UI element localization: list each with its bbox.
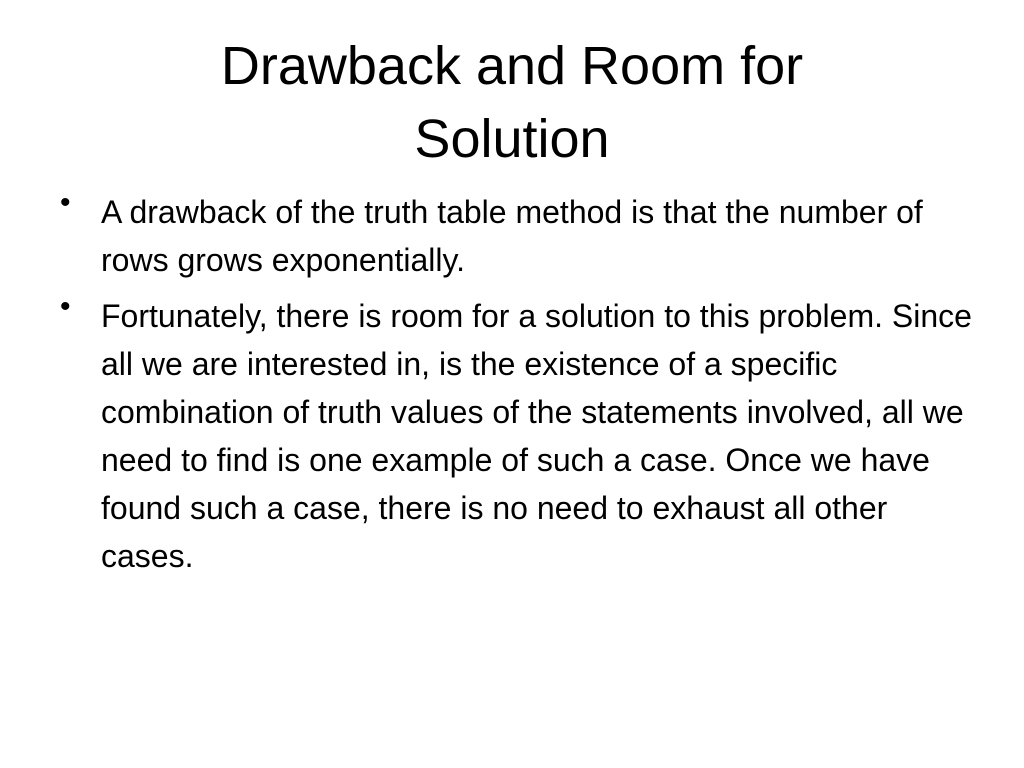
bullet-text: Fortunately, there is room for a solution to this problem. Since all we are interested in, is the existence of a specific combination of truth values of the statements involved, all we need to find is one example of such a case. Once we have found such a case, there is no need to exhaust all other cases. [101, 298, 972, 574]
bullet-item-solution [60, 292, 980, 580]
bullet-icon: • [60, 290, 71, 323]
bullet-text: A drawback of the truth table method is that the number of rows grows exponentially. [101, 194, 923, 278]
bullet-item-drawback [60, 188, 980, 284]
bullet-icon: • [60, 186, 71, 219]
slide-title: Drawback and Room for Solution [220, 36, 804, 169]
bullet-list [60, 188, 980, 588]
